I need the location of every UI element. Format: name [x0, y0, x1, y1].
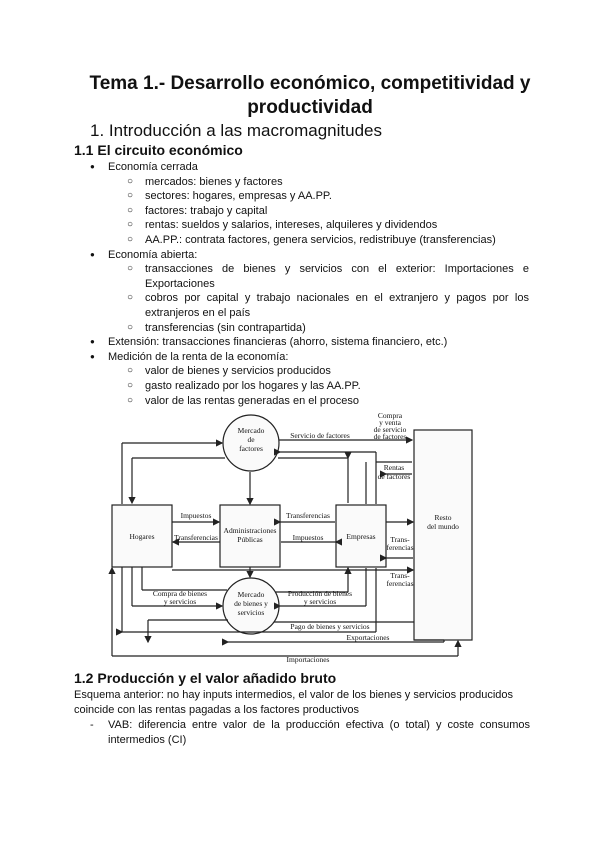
dash-marker: -: [90, 719, 94, 731]
rentas-label-1: Rentas: [383, 463, 405, 472]
mercado-factores-label-3: factores: [239, 444, 263, 453]
pago-bienes-label: Pago de bienes y servicios: [290, 622, 370, 631]
produccion-bienes-label-1: Producción de bienes: [287, 589, 353, 598]
empresas-label: Empresas: [346, 532, 376, 541]
list-item: ● Medición de la renta de la economía:: [0, 350, 528, 365]
impuestos-top-label: Impuestos: [180, 511, 212, 520]
compra-bienes-label-2: y servicios: [163, 597, 197, 606]
mercado-bienes-label-1: Mercado: [237, 590, 265, 599]
section-heading-1-2: 1.2 Producción y el valor añadido bruto: [74, 670, 337, 686]
sub-list-item: ○ transferencias (sin contrapartida): [0, 321, 529, 336]
sub-list-item: ○ gasto realizado por los hogares y las AA.PP.: [0, 379, 529, 394]
sub-list-item: ○ factores: trabajo y capital: [0, 204, 529, 219]
produccion-bienes-label-2: y servicios: [303, 597, 337, 606]
transferencias-left-label: Transferencias: [174, 533, 218, 542]
compra-venta-label-1: Compra: [377, 411, 403, 420]
circular-flow-diagram: [108, 410, 480, 668]
resto-label-1: Resto: [434, 513, 452, 522]
body-paragraph: Esquema anterior: no hay inputs intermedios, el valor de los bienes y servicios producidos coincide con las rentas pagadas a los factores productivos: [74, 689, 514, 716]
section-heading-1: 1. Introducción a las macromagnitudes: [90, 121, 382, 140]
rentas-label-2: de factores: [377, 472, 411, 481]
sub-list-item: ○ mercados: bienes y factores: [0, 175, 529, 190]
mercado-bienes-label-3: servicios: [237, 608, 265, 617]
sub-list-item: ○ cobros por capital y trabajo nacionales en el extranjero y pagos por los extranjeros en el país: [0, 291, 529, 320]
compra-venta-label-4: de factores: [373, 432, 407, 441]
trans-ferencias-2-label-2: ferencias: [386, 579, 414, 588]
list-item: ● Economía abierta:: [0, 248, 528, 263]
administraciones-label-2: Públicas: [237, 535, 263, 544]
sub-list-item: ○ sectores: hogares, empresas y AA.PP.: [0, 189, 529, 204]
mercado-factores-label-1: Mercado: [237, 426, 265, 435]
trans-ferencias-label-1: Trans-: [390, 535, 410, 544]
importaciones-label: Importaciones: [286, 655, 330, 664]
resto-mundo-box: [414, 430, 472, 640]
sub-list-item: ○ valor de bienes y servicios producidos: [0, 364, 529, 379]
transferencias-right-label: Transferencias: [286, 511, 330, 520]
servicio-factores-label: Servicio de factores: [290, 431, 350, 440]
dash-list-item: [90, 718, 530, 747]
list-item: ● Extensión: transacciones financieras (ahorro, sistema financiero, etc.): [0, 335, 528, 350]
sub-list-item: ○ AA.PP.: contrata factores, genera servicios, redistribuye (transferencias): [0, 233, 529, 248]
sub-list-item: ○ valor de las rentas generadas en el proceso: [0, 394, 529, 409]
page-title: Tema 1.- Desarrollo económico, competitividad y productividad: [89, 73, 531, 118]
administraciones-label-1: Administraciones: [223, 526, 277, 535]
impuestos-right-label: Impuestos: [292, 533, 324, 542]
mercado-bienes-label-2: de bienes y: [234, 599, 268, 608]
exportaciones-label: Exportaciones: [346, 633, 390, 642]
sub-list-item: ○ rentas: sueldos y salarios, intereses, alquileres y dividendos: [0, 218, 529, 233]
compra-venta-label-2: y venta: [379, 418, 401, 427]
bullet-list: [0, 160, 600, 408]
mercado-factores-label-2: de: [247, 435, 255, 444]
resto-label-2: del mundo: [427, 522, 459, 531]
trans-ferencias-2-label-1: Trans-: [390, 571, 410, 580]
hogares-label: Hogares: [129, 532, 155, 541]
section-heading-1-1: 1.1 El circuito económico: [74, 142, 243, 158]
trans-ferencias-label-2: ferencias: [386, 543, 414, 552]
sub-list-item: ○ transacciones de bienes y servicios con el exterior: Importaciones e Exportaciones: [0, 262, 529, 291]
compra-bienes-label-1: Compra de bienes: [152, 589, 208, 598]
dash-item-text: VAB: diferencia entre valor de la producción efectiva (o total) y coste consumos intermedios (CI): [108, 719, 530, 746]
list-item: ● Economía cerrada: [0, 160, 528, 175]
compra-venta-label-3: de servicio: [373, 425, 407, 434]
